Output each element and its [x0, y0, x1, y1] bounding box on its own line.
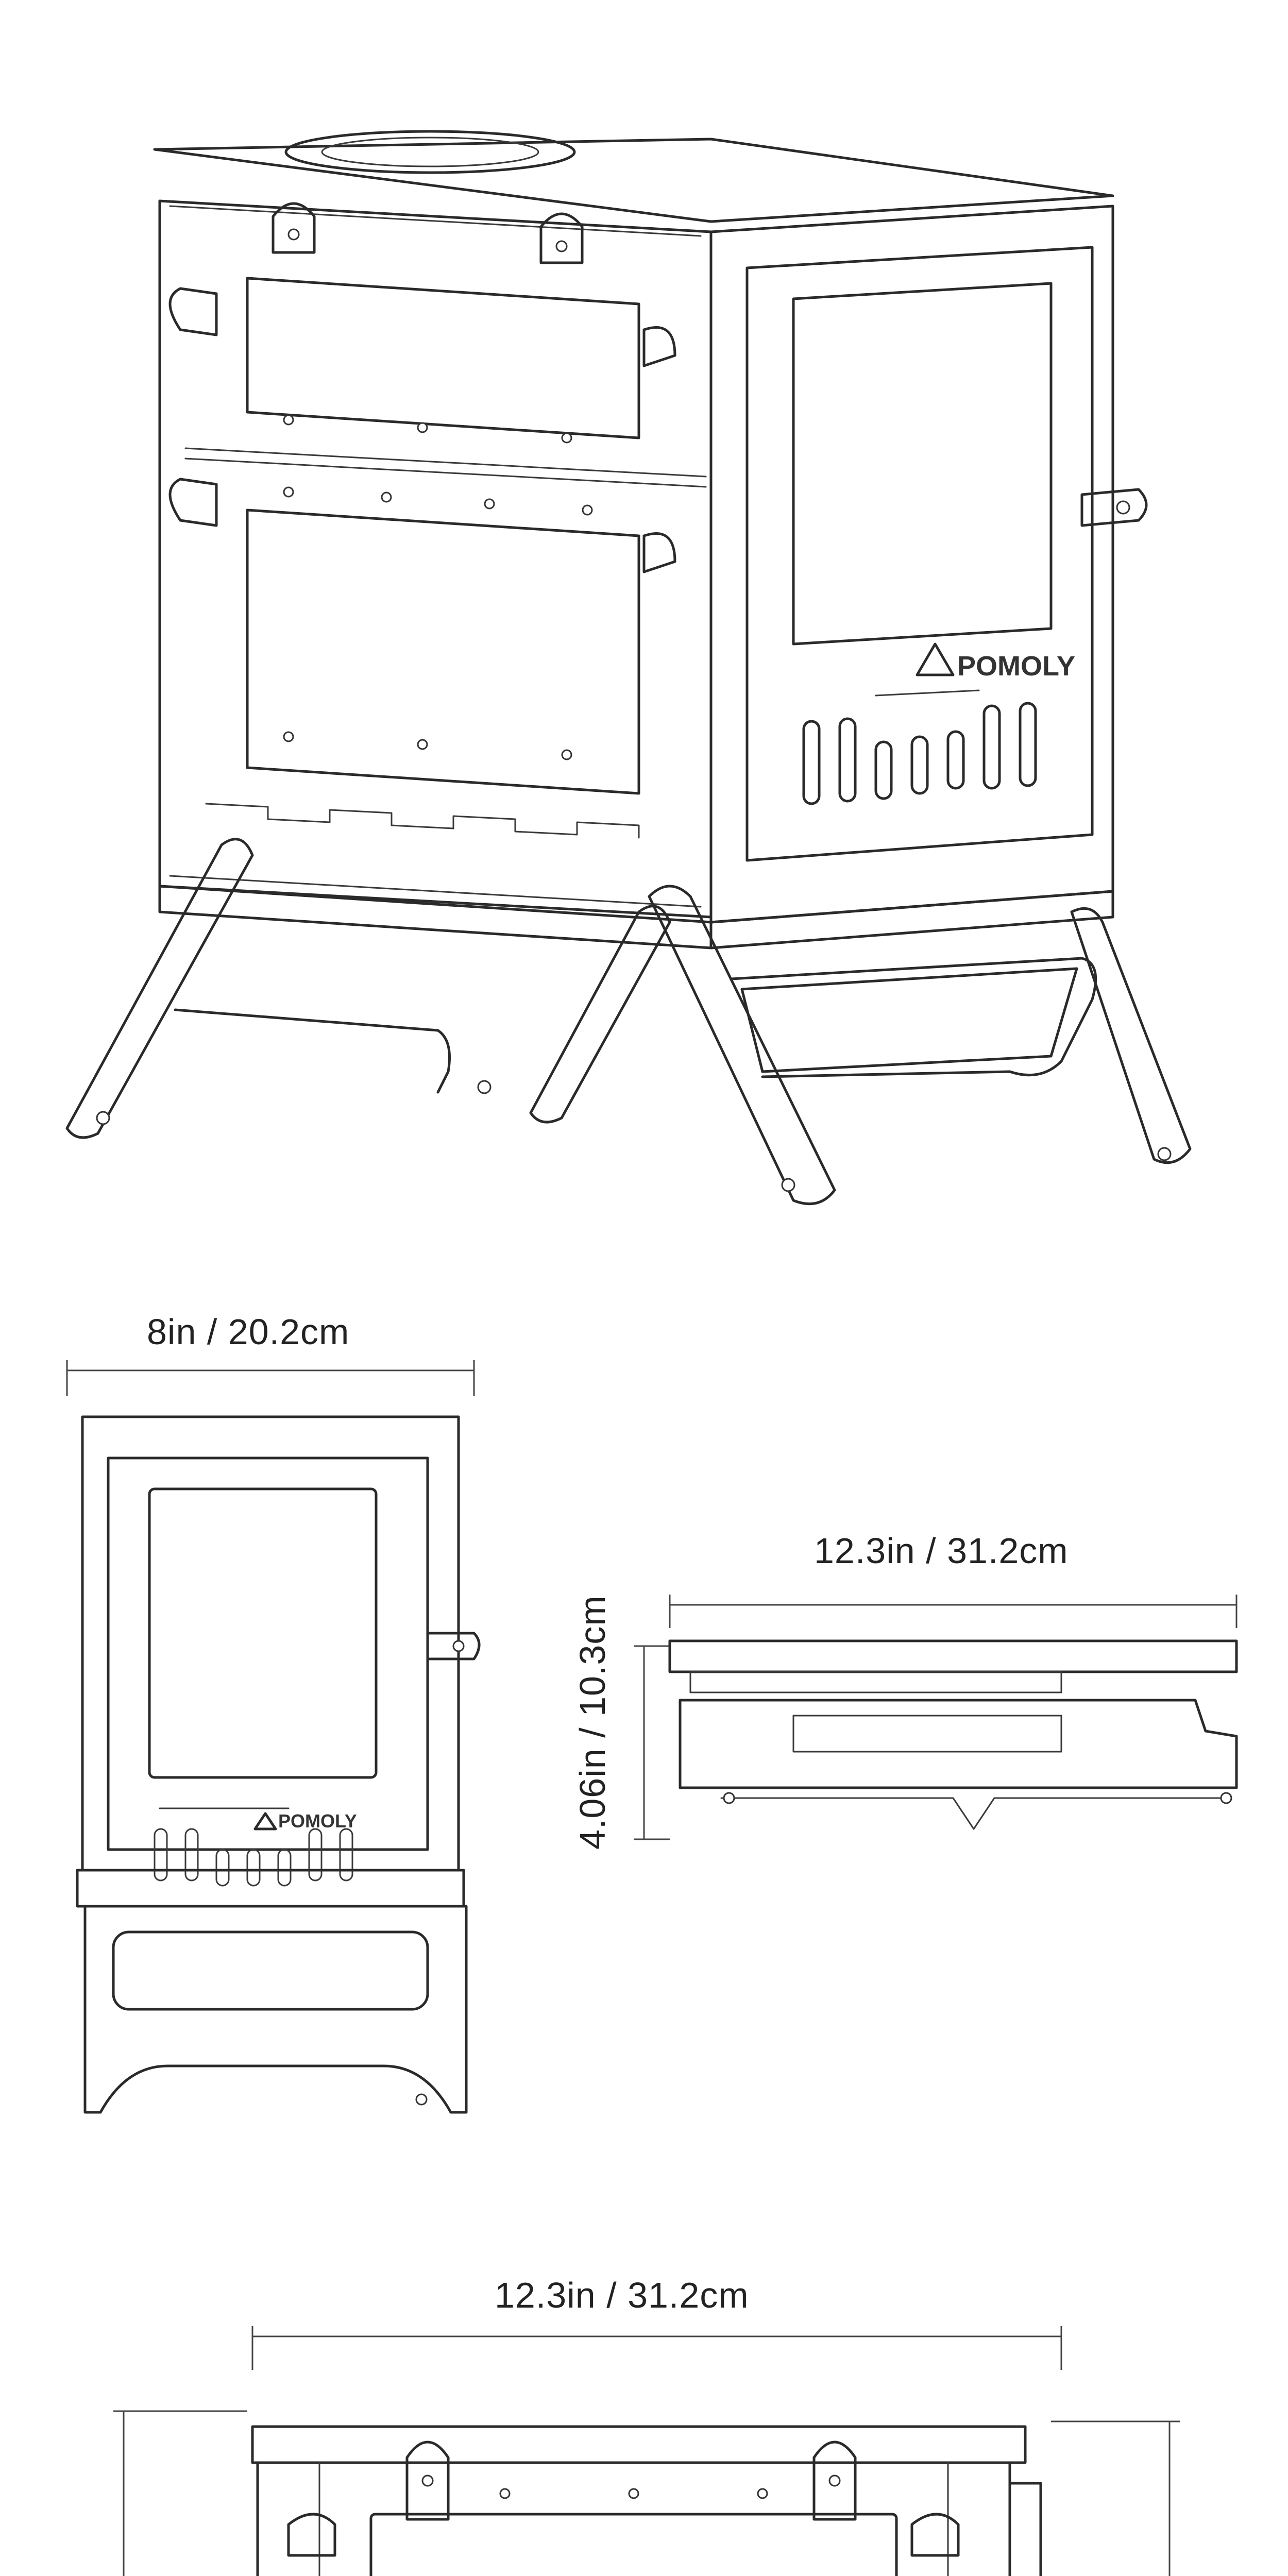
front-view-base — [77, 1870, 464, 1906]
base-plate-front — [711, 891, 1113, 948]
front-width-dimension — [67, 1360, 474, 1396]
side-height-dimension — [634, 1646, 670, 1839]
elevation-view — [0, 2215, 1288, 2576]
front-door-panel — [711, 206, 1113, 922]
front-view-body — [82, 1417, 459, 1870]
door-glass — [793, 283, 1051, 644]
door-frame — [747, 247, 1092, 860]
elevation-drawing — [0, 2215, 1288, 2576]
side-length-dimension — [670, 1595, 1236, 1628]
side-view-lid — [670, 1641, 1236, 1672]
brand-logo-iso: POMOLY — [957, 651, 1076, 682]
stove-legs — [67, 839, 1190, 1204]
left-side-panel — [160, 201, 711, 917]
elevation-upper-window — [371, 2514, 896, 2576]
top-width-dimension — [252, 2326, 1061, 2370]
air-vent-slots — [804, 703, 1036, 804]
front-width-label: 8in / 20.2cm — [147, 1312, 350, 1352]
side-length-label: 12.3in / 31.2cm — [814, 1531, 1069, 1571]
elevation-door-edge — [1010, 2483, 1041, 2576]
top-width-label: 12.3in / 31.2cm — [495, 2275, 749, 2315]
side-view-body — [680, 1700, 1236, 1788]
upper-window — [247, 278, 639, 438]
brand-logo-front: POMOLY — [278, 1810, 357, 1832]
front-view-vents — [155, 1829, 352, 1886]
front-view-door — [108, 1458, 428, 1850]
isometric-view — [0, 0, 1288, 1262]
total-height-dimension — [113, 2411, 247, 2576]
front-side-views — [0, 1262, 1288, 2164]
lower-window — [247, 510, 639, 793]
front-side-drawing — [0, 1262, 1288, 2164]
elevation-lid — [252, 2427, 1025, 2463]
isometric-stove-drawing — [0, 0, 1288, 1262]
side-height-label: 4.06in / 10.3cm — [572, 1595, 613, 1850]
body-height-dimension — [917, 2421, 1180, 2576]
hinge-brackets — [170, 204, 675, 572]
leg-crossbar-cutout — [742, 969, 1077, 1072]
front-view-glass — [149, 1489, 376, 1777]
rivet-dots — [284, 229, 592, 759]
base-plate-left — [160, 886, 711, 948]
